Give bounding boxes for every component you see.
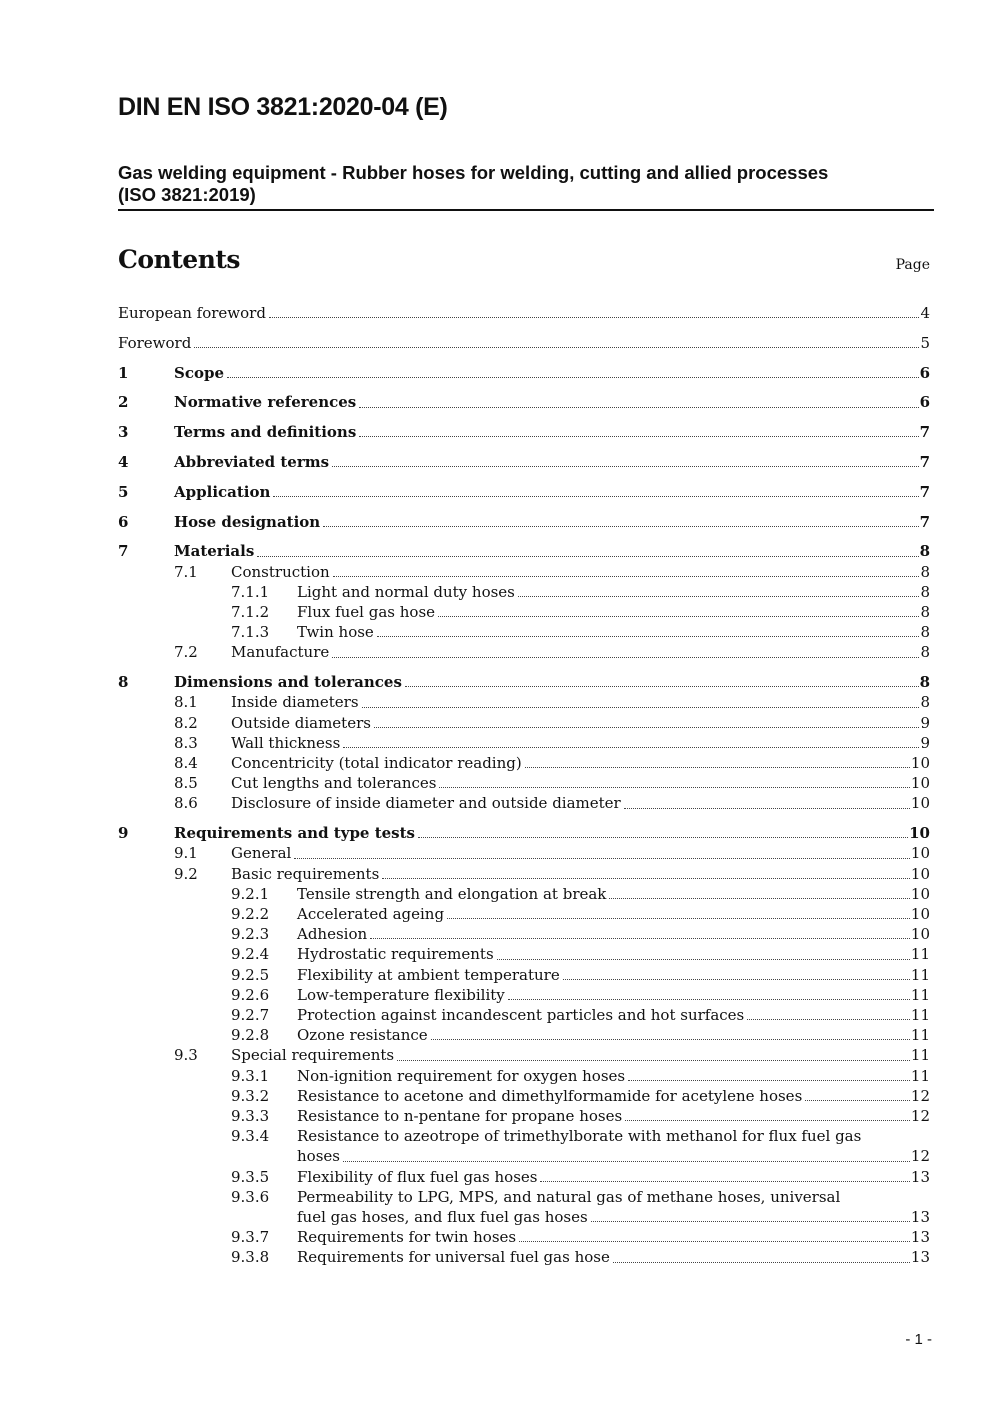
toc-entry[interactable] xyxy=(118,452,930,472)
toc-entry-number: 7.1.1 xyxy=(231,582,270,601)
toc-entry-title: Requirements for universal fuel gas hose xyxy=(297,1248,610,1267)
toc-entry-title-continued: fuel gas hoses, and flux fuel gas hoses xyxy=(297,1208,588,1227)
toc-entry-title: Outside diameters xyxy=(231,713,371,732)
toc-entry-page: 10 xyxy=(910,864,930,883)
toc-entry[interactable] xyxy=(118,1167,930,1187)
toc-entry-page: 6 xyxy=(919,363,930,382)
dot-leader xyxy=(269,317,920,318)
toc-entry-number: 9.3.2 xyxy=(231,1086,270,1105)
dot-leader xyxy=(540,1181,909,1182)
toc-entry[interactable] xyxy=(118,1126,930,1166)
toc-entry-title: Accelerated ageing xyxy=(297,905,445,924)
toc-entry-title: Scope xyxy=(174,363,225,382)
toc-entry-number: 8.5 xyxy=(174,774,198,793)
toc-entry-number: 9.3.5 xyxy=(231,1167,270,1186)
dot-leader xyxy=(624,808,910,809)
toc-entry-title: Requirements and type tests xyxy=(174,824,415,843)
contents-heading: Contents xyxy=(118,245,241,274)
toc-entry-number: 6 xyxy=(118,512,129,531)
toc-entry[interactable] xyxy=(118,843,930,863)
toc-entry-number: 8.3 xyxy=(174,733,198,752)
toc-entry-title: Materials xyxy=(174,542,255,561)
toc-entry-number: 8.2 xyxy=(174,713,198,732)
page-column-label: Page xyxy=(895,257,930,273)
toc-entry[interactable] xyxy=(118,753,930,773)
toc-entry-page: 10 xyxy=(910,794,930,813)
toc-entry-title-continued: hoses xyxy=(297,1147,340,1166)
toc-entry-page: 11 xyxy=(910,1046,930,1065)
toc-entry-page: 11 xyxy=(910,945,930,964)
toc-entry[interactable] xyxy=(118,944,930,964)
toc-entry-number: 9.3.7 xyxy=(231,1228,270,1247)
subtitle-line-2: (ISO 3821:2019) xyxy=(118,184,256,205)
toc-entry-title: Permeability to LPG, MPS, and natural gas of methane hoses, universal xyxy=(297,1187,841,1206)
toc-entry-page: 8 xyxy=(920,623,930,642)
toc-entry-number: 8 xyxy=(118,673,129,692)
toc-entry-number: 9.2.7 xyxy=(231,1006,270,1025)
toc-entry-page: 10 xyxy=(910,774,930,793)
toc-entry-page: 13 xyxy=(910,1248,930,1267)
toc-entry[interactable] xyxy=(118,773,930,793)
toc-entry-page: 7 xyxy=(919,423,930,442)
toc-entry-page: 10 xyxy=(910,905,930,924)
toc-entry-page: 4 xyxy=(920,304,930,322)
toc-entry-page: 8 xyxy=(920,693,930,712)
dot-leader xyxy=(805,1100,910,1101)
toc-entry[interactable] xyxy=(118,1106,930,1126)
toc-entry[interactable] xyxy=(118,904,930,924)
toc-entry-page: 7 xyxy=(919,452,930,471)
dot-leader xyxy=(405,686,919,687)
dot-leader xyxy=(438,616,919,617)
toc-entry-number: 9.2.4 xyxy=(231,945,270,964)
dot-leader xyxy=(343,1161,910,1162)
dot-leader xyxy=(257,556,918,557)
toc-entry-number: 9.3.1 xyxy=(231,1066,270,1085)
toc-entry-page: 9 xyxy=(920,713,930,732)
toc-entry-title: Concentricity (total indicator reading) xyxy=(231,754,522,772)
toc-entry-number: 9.2.3 xyxy=(231,925,270,944)
toc-entry-title: Special requirements xyxy=(231,1046,395,1065)
toc-entry-page: 12 xyxy=(910,1086,930,1105)
toc-entry[interactable] xyxy=(118,672,930,692)
toc-entry-page: 8 xyxy=(919,542,930,561)
toc-entry[interactable] xyxy=(118,622,930,642)
toc-entry-number: 7.1.2 xyxy=(231,602,270,621)
document-subtitle xyxy=(118,162,828,206)
toc-entry-title: Tensile strength and elongation at break xyxy=(297,884,607,903)
toc-entry-title: Basic requirements xyxy=(231,864,380,883)
dot-leader xyxy=(418,837,908,838)
toc-entry-number: 8.1 xyxy=(174,693,198,712)
document-title: DIN EN ISO 3821:2020-04 (E) xyxy=(118,93,448,121)
toc-entry-title: Flexibility at ambient temperature xyxy=(297,965,560,984)
toc-entry[interactable] xyxy=(118,692,930,712)
toc-entry[interactable] xyxy=(118,864,930,884)
toc-entry[interactable] xyxy=(118,924,930,944)
toc-entry-page: 10 xyxy=(909,824,930,843)
toc-entry-title: Adhesion xyxy=(297,925,368,944)
toc-entry-number: 7.1.3 xyxy=(231,623,270,642)
toc-entry-number: 7.2 xyxy=(174,643,198,662)
toc-entry-number: 8.6 xyxy=(174,794,198,813)
dot-leader xyxy=(397,1060,910,1061)
dot-leader xyxy=(431,1039,910,1040)
toc-entry[interactable] xyxy=(118,363,930,383)
toc-entry-number: 9.2 xyxy=(174,864,198,883)
toc-entry-title: Foreword xyxy=(118,333,192,352)
toc-entry[interactable] xyxy=(118,1025,930,1045)
toc-entry-title: Disclosure of inside diameter and outside diameter xyxy=(231,794,621,813)
dot-leader xyxy=(447,918,910,919)
toc-entry[interactable] xyxy=(118,541,930,561)
toc-entry-title: Terms and definitions xyxy=(174,423,357,442)
toc-entry-page: 10 xyxy=(910,884,930,903)
toc-entry-title: Abbreviated terms xyxy=(174,452,330,471)
dot-leader xyxy=(439,787,909,788)
toc-entry-page: 8 xyxy=(920,643,930,662)
toc-entry-title: Ozone resistance xyxy=(297,1026,428,1045)
toc-entry-title: Flexibility of flux fuel gas hoses xyxy=(297,1167,538,1186)
toc-entry-number: 7.1 xyxy=(174,562,198,581)
toc-entry-title: Cut lengths and tolerances xyxy=(231,774,437,793)
dot-leader xyxy=(332,466,918,467)
toc-entry-title: Hydrostatic requirements xyxy=(297,945,494,964)
toc-entry-title: Twin hose xyxy=(297,623,374,642)
toc-entry-title: Resistance to acetone and dimethylformamide for acetylene hoses xyxy=(297,1086,803,1105)
toc-entry-title: Wall thickness xyxy=(231,733,341,752)
dot-leader xyxy=(359,436,918,437)
toc-entry[interactable] xyxy=(118,512,930,532)
toc-entry-number: 9.2.2 xyxy=(231,905,270,924)
toc-entry-page: 7 xyxy=(919,482,930,501)
toc-entry-page: 10 xyxy=(910,754,930,772)
toc-entry-page: 11 xyxy=(910,1006,930,1025)
toc-entry-number: 9.3.6 xyxy=(231,1187,270,1206)
toc-entry-title: Inside diameters xyxy=(231,693,359,712)
dot-leader xyxy=(508,999,910,1000)
dot-leader xyxy=(273,496,918,497)
toc-entry-page: 13 xyxy=(910,1208,930,1227)
toc-entry[interactable] xyxy=(118,1227,930,1247)
dot-leader xyxy=(519,1241,910,1242)
toc-entry-page: 7 xyxy=(919,512,930,531)
toc-entry[interactable] xyxy=(118,1086,930,1106)
toc-entry-number: 3 xyxy=(118,423,129,442)
dot-leader xyxy=(591,1221,910,1222)
dot-leader xyxy=(294,858,910,859)
subtitle-line-1: Gas welding equipment - Rubber hoses for welding, cutting and allied processes xyxy=(118,162,829,183)
toc-entry-page: 6 xyxy=(919,393,930,412)
toc-entry-page: 8 xyxy=(920,562,930,581)
toc-entry-page: 8 xyxy=(919,673,930,692)
dot-leader xyxy=(332,657,919,658)
toc-entry[interactable] xyxy=(118,582,930,602)
toc-entry[interactable] xyxy=(118,733,930,753)
toc-entry-page: 11 xyxy=(910,1026,930,1045)
footer-page-number: - 1 - xyxy=(905,1331,932,1348)
dot-leader xyxy=(563,979,910,980)
toc-entry-page: 8 xyxy=(920,602,930,621)
toc-entry-page: 13 xyxy=(910,1167,930,1186)
toc-entry-title: Application xyxy=(174,482,271,501)
toc-entry-title: Resistance to n-pentane for propane hoses xyxy=(297,1107,623,1126)
dot-leader xyxy=(370,938,910,939)
toc-entry[interactable] xyxy=(118,642,930,662)
toc-entry[interactable] xyxy=(118,965,930,985)
toc-entry[interactable] xyxy=(118,422,930,442)
dot-leader xyxy=(194,347,919,348)
title-divider xyxy=(118,209,934,211)
dot-leader xyxy=(333,576,920,577)
toc-entry-number: 8.4 xyxy=(174,754,198,772)
toc-entry-page: 12 xyxy=(910,1107,930,1126)
toc-entry-page: 8 xyxy=(920,582,930,601)
dot-leader xyxy=(609,898,910,899)
dot-leader xyxy=(343,747,919,748)
dot-leader xyxy=(377,636,920,637)
toc-entry-title: Low-temperature flexibility xyxy=(297,985,505,1004)
toc-entry[interactable] xyxy=(118,985,930,1005)
dot-leader xyxy=(625,1120,910,1121)
toc-entry-title: Dimensions and tolerances xyxy=(174,673,402,692)
toc-entry[interactable] xyxy=(118,562,930,582)
table-of-contents xyxy=(118,303,930,1268)
toc-entry-page: 12 xyxy=(910,1147,930,1166)
toc-entry[interactable] xyxy=(118,303,930,323)
toc-entry[interactable] xyxy=(118,713,930,733)
toc-entry-number: 2 xyxy=(118,393,129,412)
toc-entry-number: 9.3.3 xyxy=(231,1107,270,1126)
dot-leader xyxy=(362,707,920,708)
toc-entry[interactable] xyxy=(118,482,930,502)
toc-entry-title: Light and normal duty hoses xyxy=(297,582,515,601)
dot-leader xyxy=(613,1262,910,1263)
toc-entry-number: 9.3.4 xyxy=(231,1127,270,1146)
dot-leader xyxy=(497,959,910,960)
toc-entry-number: 9.3.8 xyxy=(231,1248,270,1267)
dot-leader xyxy=(525,767,910,768)
dot-leader xyxy=(323,526,918,527)
toc-entry[interactable] xyxy=(118,1066,930,1086)
toc-entry-number: 1 xyxy=(118,363,129,382)
toc-entry-page: 11 xyxy=(910,965,930,984)
toc-entry-page: 11 xyxy=(910,985,930,1004)
toc-entry-number: 9.2.8 xyxy=(231,1026,270,1045)
toc-entry[interactable] xyxy=(118,1045,930,1065)
dot-leader xyxy=(359,407,918,408)
toc-entry-page: 10 xyxy=(910,844,930,863)
toc-entry-number: 7 xyxy=(118,542,129,561)
toc-entry-title: Normative references xyxy=(174,393,357,412)
dot-leader xyxy=(382,878,910,879)
toc-entry[interactable] xyxy=(118,884,930,904)
toc-entry[interactable] xyxy=(118,392,930,412)
toc-entry-page: 13 xyxy=(910,1228,930,1247)
dot-leader xyxy=(518,596,920,597)
dot-leader xyxy=(227,377,919,378)
dot-leader xyxy=(747,1019,910,1020)
toc-entry-title: European foreword xyxy=(118,304,266,322)
toc-entry-title: Flux fuel gas hose xyxy=(297,602,436,621)
toc-entry-title: Protection against incandescent particles and hot surfaces xyxy=(297,1006,745,1025)
toc-entry-number: 9 xyxy=(118,824,129,843)
toc-entry[interactable] xyxy=(118,1247,930,1267)
toc-entry[interactable] xyxy=(118,823,930,843)
dot-leader xyxy=(374,727,920,728)
dot-leader xyxy=(628,1080,910,1081)
toc-entry-title: Resistance to azeotrope of trimethylborate with methanol for flux fuel gas xyxy=(297,1127,862,1146)
toc-entry-number: 5 xyxy=(118,482,129,501)
toc-entry[interactable] xyxy=(118,1187,930,1227)
toc-entry-number: 9.2.1 xyxy=(231,884,270,903)
toc-entry-page: 5 xyxy=(920,333,930,352)
toc-entry-number: 9.2.5 xyxy=(231,965,270,984)
toc-entry[interactable] xyxy=(118,793,930,813)
toc-entry-title: Construction xyxy=(231,562,330,581)
toc-entry-title: Manufacture xyxy=(231,643,330,662)
toc-entry[interactable] xyxy=(118,333,930,353)
toc-entry-page: 10 xyxy=(910,925,930,944)
toc-entry-number: 9.1 xyxy=(174,844,198,863)
toc-entry-page: 11 xyxy=(910,1066,930,1085)
toc-entry-title: Non-ignition requirement for oxygen hoses xyxy=(297,1066,626,1085)
toc-entry-number: 4 xyxy=(118,452,129,471)
toc-entry-title: General xyxy=(231,844,292,863)
toc-entry[interactable] xyxy=(118,602,930,622)
toc-entry-number: 9.3 xyxy=(174,1046,198,1065)
toc-entry-number: 9.2.6 xyxy=(231,985,270,1004)
toc-entry-title: Requirements for twin hoses xyxy=(297,1228,517,1247)
toc-entry-title: Hose designation xyxy=(174,512,321,531)
toc-entry-page: 9 xyxy=(920,733,930,752)
toc-entry[interactable] xyxy=(118,1005,930,1025)
